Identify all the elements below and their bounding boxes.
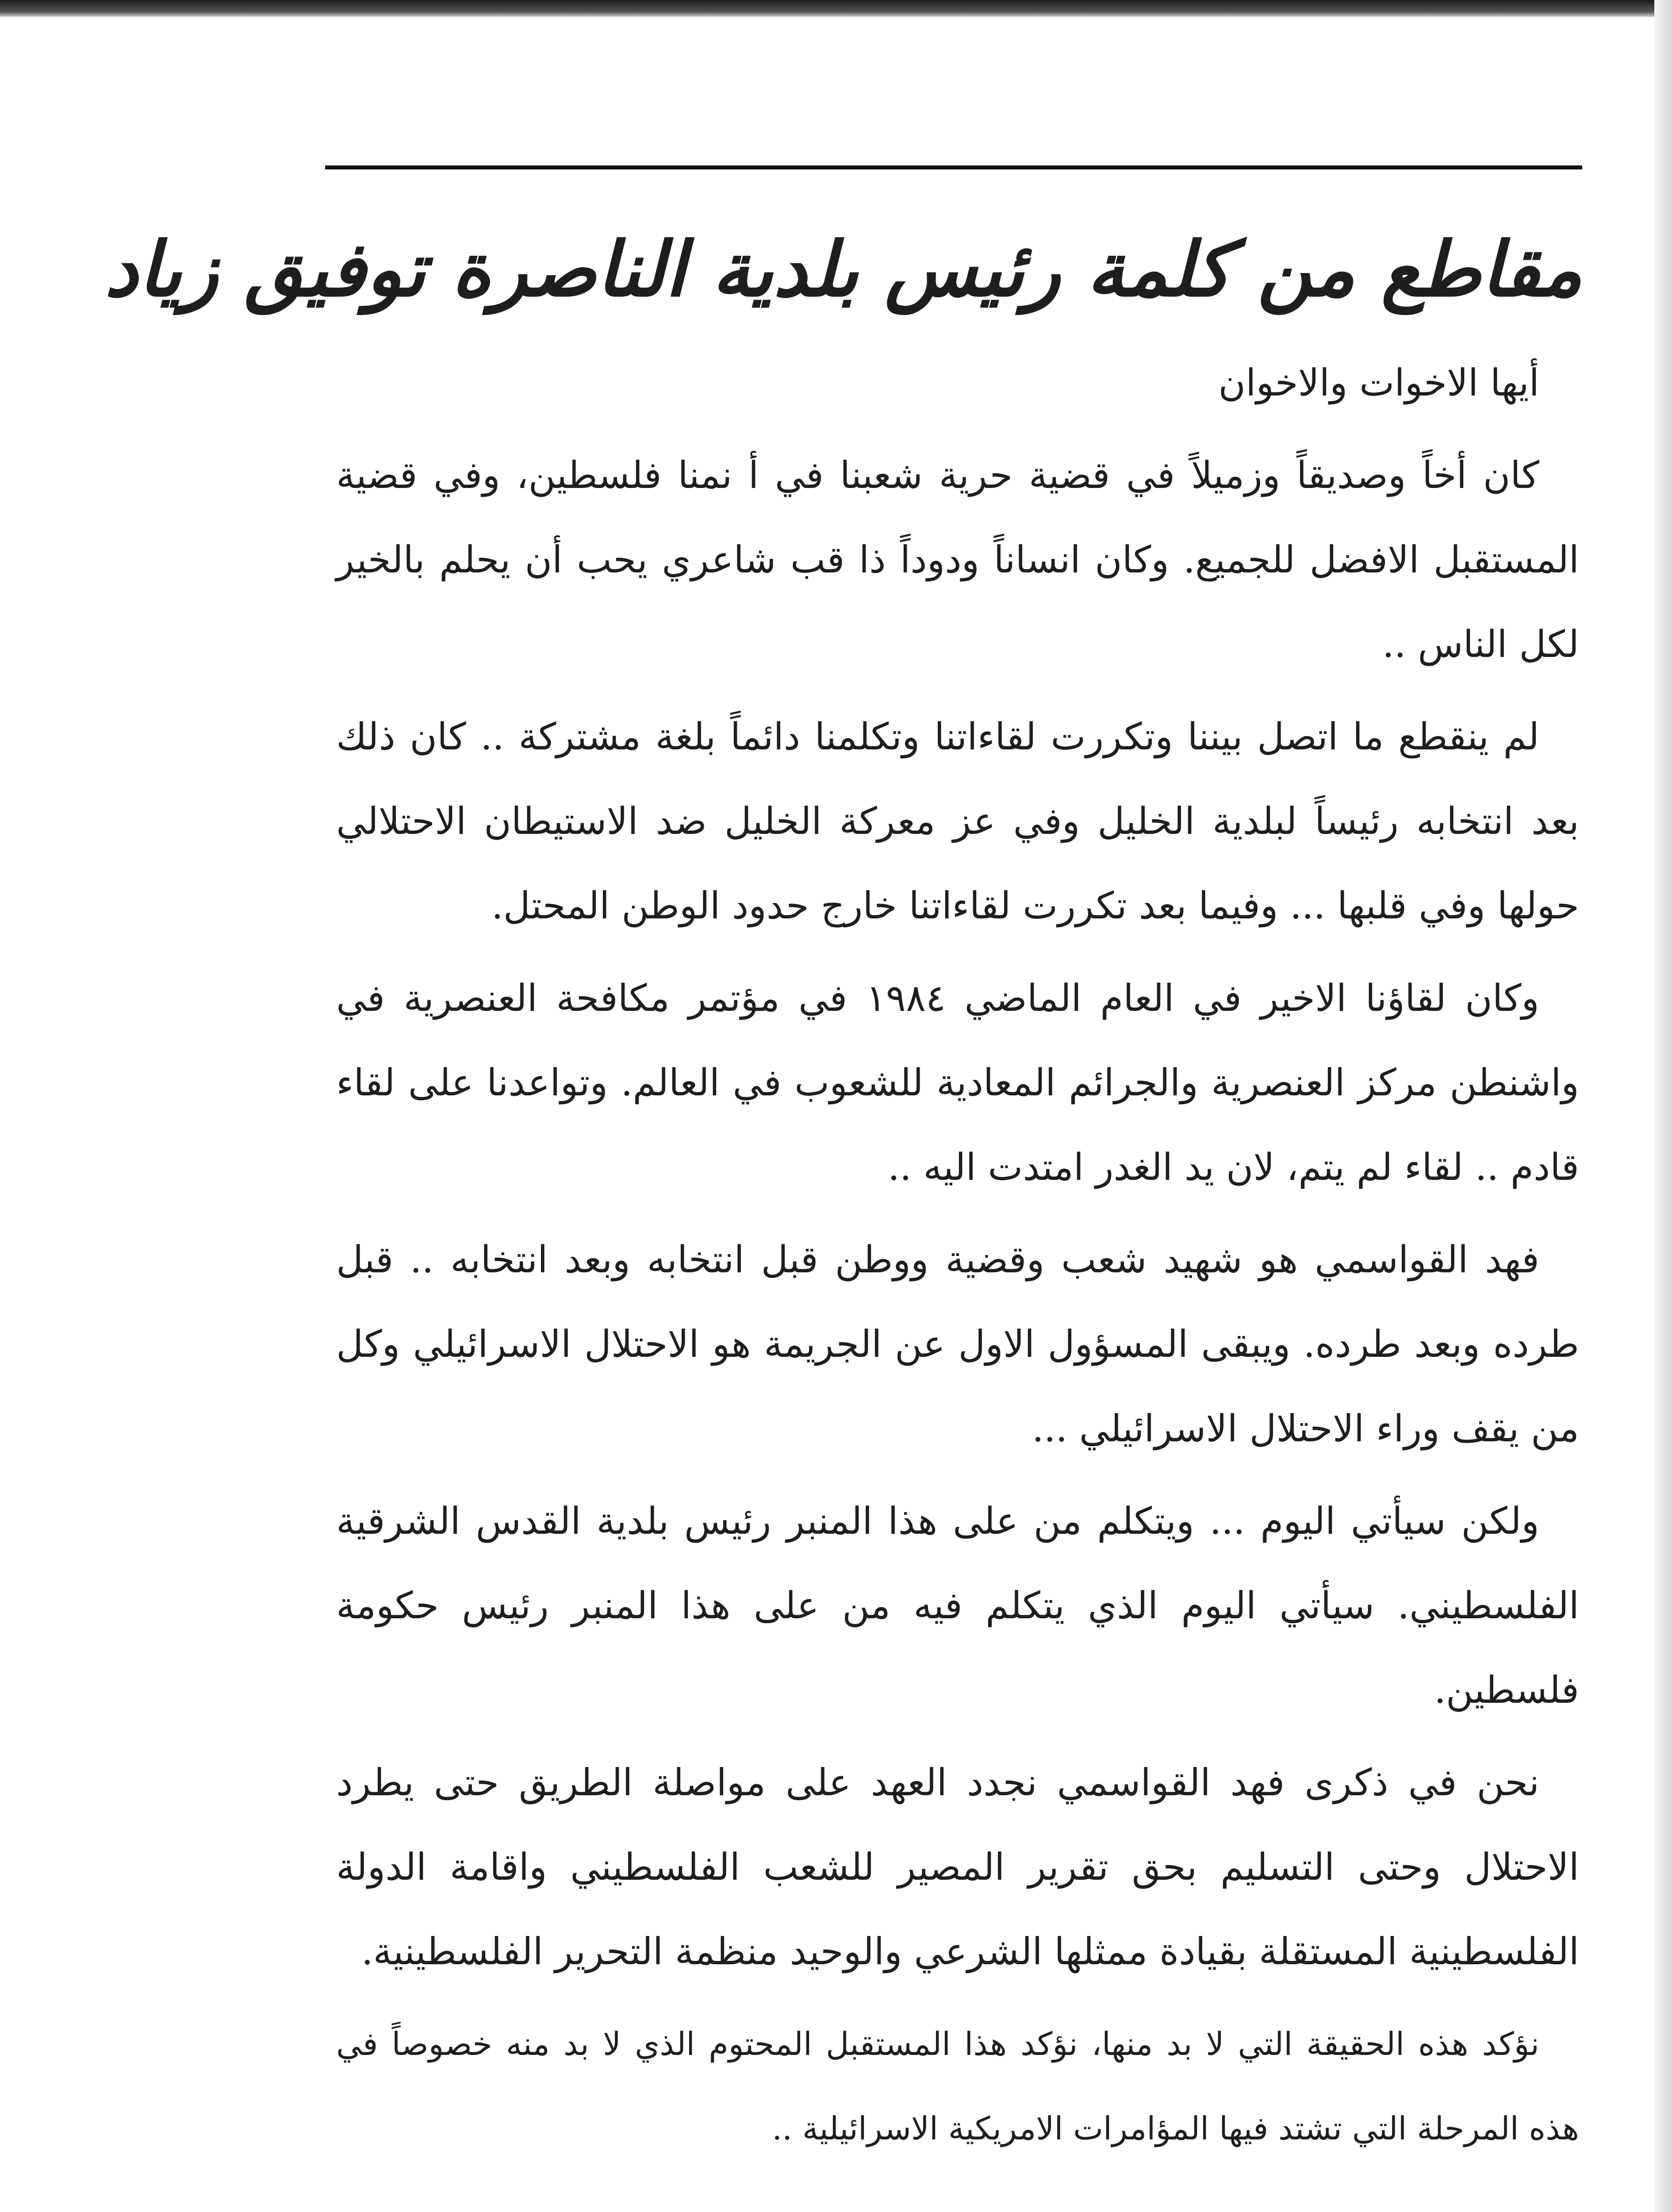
paragraph: فهد القواسمي هو شهيد شعب وقضية ووطن قبل انتخابه وبعد انتخابه .. قبل طرده وبعد طرده. ويبقى المسؤول الاول عن الجريمة هو الاحتلال الاسرائيلي وكل من يقف وراء الاحتلال الاسرائيلي ...: [336, 1238, 1579, 1450]
paragraph-last: نؤكد هذه الحقيقة التي لا بد منها، نؤكد هذا المستقبل المحتوم الذي لا بد منه خصوصاً في هذه المرحلة التي تشتد فيها المؤامرات الامريكية الاسرائيلية ..: [336, 2025, 1579, 2147]
body-text: [336, 341, 1579, 2179]
paragraph: نحن في ذكرى فهد القواسمي نجدد العهد على مواصلة الطريق حتى يطرد الاحتلال وحتى التسليم بحق تقرير المصير للشعب الفلسطيني واقامة الدولة الفلسطينية المستقلة بقيادة ممثلها الشرعي والوحيد منظمة التحرير الفلسطينية.: [336, 1761, 1579, 1973]
paragraph-greeting: أيها الاخوات والاخوان: [1218, 361, 1539, 404]
paragraph: كان أخاً وصديقاً وزميلاً في قضية حرية شعبنا في أ نمنا فلسطين، وفي قضية المستقبل الافضل للجميع. وكان انساناً ودوداً ذا ق‍ب شاعري يحب أن يحلم بالخير لكل الناس ..: [336, 453, 1579, 666]
page-title: مقاطع من كلمة رئيس بلدية الناصرة توفيق زياد: [104, 226, 1582, 314]
paragraph: لم ينقطع ما اتصل بيننا وتكررت لقاءاتنا وتكلمنا دائماً بلغة مشتركة .. كان ذلك بعد انتخابه رئيساً لبلدية الخليل وفي عز معركة الخليل ضد الاستيطان الاحتلالي حولها وفي قلبها ... وفيما بعد تكررت لقاءاتنا خارج حدود الوطن المحتل.: [336, 715, 1579, 927]
header-rule: [325, 165, 1582, 169]
paragraph: ولكن سيأتي اليوم ... ويتكلم من على هذا المنبر رئيس بلدية القدس الشرقية الفلسطيني. سيأتي اليوم الذي يتكلم فيه من على هذا المنبر رئيس حكومة فلسطين.: [336, 1499, 1579, 1712]
paragraph: وكان لقاؤنا الاخير في العام الماضي ١٩٨٤ في مؤتمر مكافحة العنصرية في واشنطن مركز العنصرية والجرائم المعادية للشعوب في العالم. وتواعدنا على لقاء قادم .. لقاء لم يتم، لان يد الغدر امتدت اليه ..: [336, 976, 1579, 1189]
